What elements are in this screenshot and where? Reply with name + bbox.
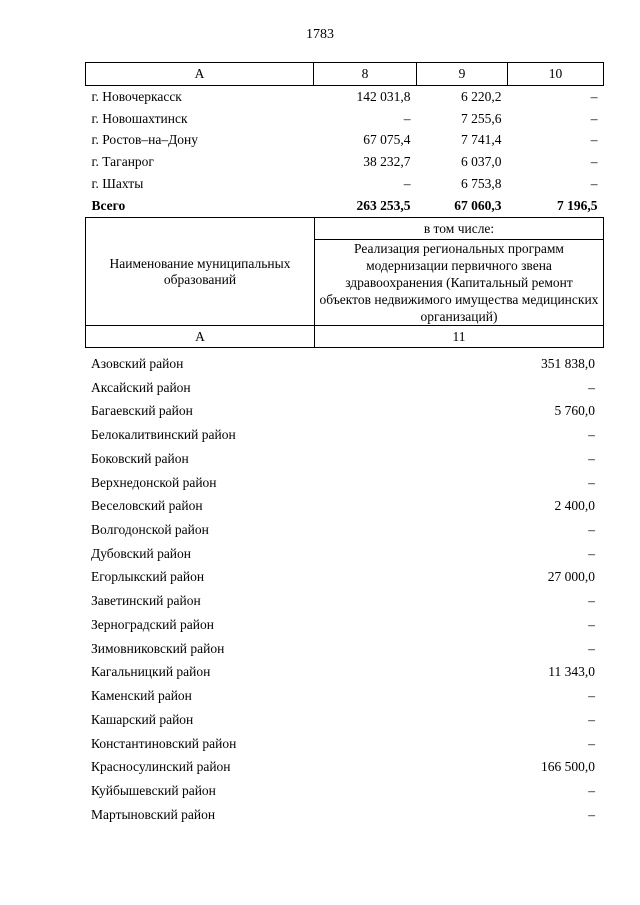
district-name: Кагальницкий район [91,664,211,680]
list-item [85,376,602,400]
district-value: – [588,782,595,798]
table-header-row [86,63,604,86]
district-name: Азовский район [91,356,184,371]
district-value: – [588,545,595,561]
district-name: Зерноградский район [91,616,214,632]
district-name: Веселовский район [91,498,203,514]
row-value-10: – [590,110,598,126]
cities-table [85,62,604,217]
list-item [85,518,602,542]
total-value-8: 263 253,5 [356,197,411,213]
district-name: Верхнедонской район [91,474,217,490]
list-item [85,803,602,827]
district-value: – [588,806,595,822]
district-value: – [588,522,595,538]
row-value-9: 7 741,4 [461,132,502,148]
list-item [85,399,602,423]
table-row [86,108,604,130]
district-value: – [588,735,595,751]
district-name: Куйбышевский район [91,782,216,798]
total-value-9: 67 060,3 [454,197,502,213]
row-value-9: 6 753,8 [461,175,502,191]
district-value: 351 838,0 [541,356,595,371]
district-value: – [588,427,595,443]
row-value-8: – [403,110,411,126]
list-item [85,494,602,518]
row-value-9: 6 037,0 [461,154,502,170]
district-name: Кашарский район [91,711,194,727]
total-value-10: 7 196,5 [557,197,598,213]
district-name: Красносулинский район [91,759,231,775]
list-item [85,684,602,708]
row-name: г. Новошахтинск [91,110,188,126]
row-value-8: 67 075,4 [363,132,411,148]
row-value-10: – [590,88,598,104]
district-name: Багаевский район [91,403,193,419]
district-name: Дубовский район [91,545,192,561]
district-value: 11 343,0 [548,664,595,680]
district-value: – [588,593,595,609]
row-name: г. Таганрог [91,154,154,170]
list-item [85,471,602,495]
row-value-9: 6 220,2 [461,88,502,104]
district-name: Белокалитвинский район [91,427,236,443]
district-name: Константиновский район [91,735,237,751]
list-item [85,660,602,684]
header-col-9: 9 [417,63,508,86]
district-value: – [588,616,595,632]
row-name: г. Ростов–на–Дону [91,132,199,148]
header-col-8: 8 [314,63,417,86]
district-name: Зимовниковский район [91,640,225,656]
row-value-10: – [590,154,598,170]
total-label: Всего [91,197,126,213]
total-row [86,195,604,217]
list-item [85,589,602,613]
list-item [85,352,602,376]
row-name: г. Новочеркасск [91,88,182,104]
district-value: – [588,640,595,656]
list-item [85,447,602,471]
row-value-10: – [590,132,598,148]
district-value: – [588,379,595,395]
district-name: Аксайский район [91,379,191,395]
row-value-8: 142 031,8 [356,88,411,104]
district-name: Боковский район [91,450,189,466]
column-description: Реализация региональных программ модернизации первичного звена здравоохранения (Капитальный ремонт объектов недвижимого имущества медицинских организаций) [315,240,604,326]
district-value: – [588,450,595,466]
header-col-a: А [86,326,315,348]
row-value-9: 7 255,6 [461,110,502,126]
table-row [86,151,604,173]
district-name: Заветинский район [91,593,201,609]
district-value: – [588,688,595,704]
row-name: г. Шахты [91,175,144,191]
district-name: Волгодонской район [91,522,209,538]
district-value: 2 400,0 [554,498,595,514]
district-name: Егорлыкский район [91,569,205,585]
row-value-10: – [590,175,598,191]
list-item [85,755,602,779]
list-item [85,732,602,756]
district-value: 27 000,0 [547,569,595,585]
table-row [86,173,604,195]
district-name: Мартыновский район [91,806,216,822]
table-row [86,85,604,107]
municipal-name-header: Наименование муниципальных образований [86,218,315,326]
list-item [85,423,602,447]
table-row [86,129,604,151]
page-number: 1783 [306,27,334,42]
districts-header-table [85,217,604,348]
district-name: Каменский район [91,688,192,704]
list-item [85,637,602,661]
districts-list [85,352,602,826]
row-value-8: – [403,175,411,191]
district-value: 166 500,0 [541,759,595,775]
list-item [85,613,602,637]
row-value-8: 38 232,7 [363,154,411,170]
list-item [85,779,602,803]
list-item [85,565,602,589]
district-value: 5 760,0 [554,403,595,419]
district-value: – [588,711,595,727]
header-col-11: 11 [315,326,604,348]
header-col-a: А [86,63,314,86]
including-header: в том числе: [315,218,604,240]
header-col-10: 10 [508,63,604,86]
district-value: – [588,474,595,490]
list-item [85,708,602,732]
list-item [85,542,602,566]
